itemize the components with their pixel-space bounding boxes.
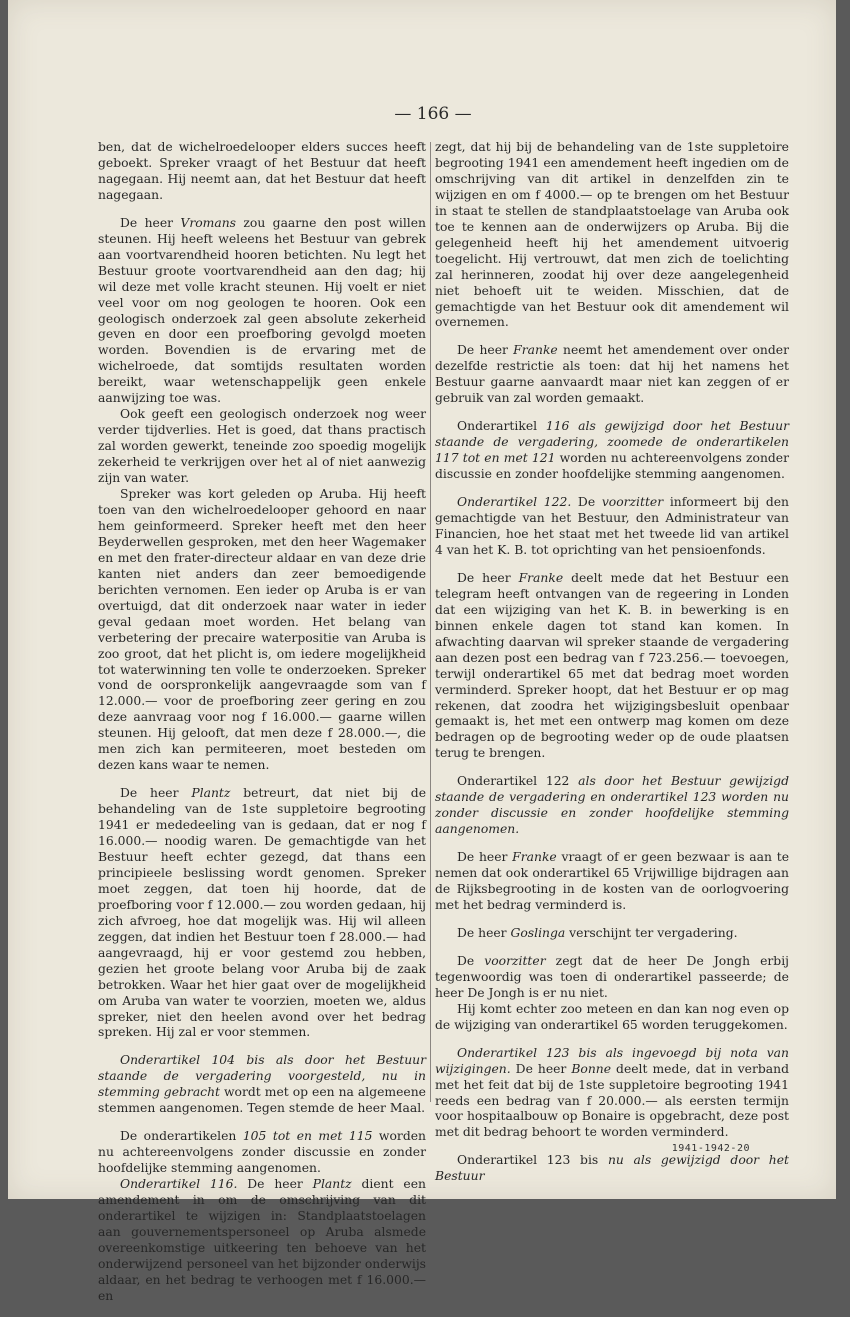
paragraph: Onderartikel 104 bis als door het Bestuur staande de vergadering voorgesteld, nu in stemming gebracht wordt met op een na algemeene stemmen aangenomen. Tegen stemde de heer Maal. — [98, 1053, 426, 1116]
left-column — [98, 140, 426, 1317]
paragraph: De heer Plantz betreurt, dat niet bij de behandeling van de 1ste suppletoire begrooting 1941 er mededeeling van is gedaan, dat er nog f 16.000.— noodig waren. De gemachtigde van het Bestuur heeft echter gezegd, dat thans een principieele beslissing wordt genomen. Spreker moet zeggen, dat toen hij hoorde, dat de proefboring voor f 12.000.— zou worden gedaan, hij zich afvroeg, hoe dat mogelijk was. Hij wil alleen zeggen, dat indien het Bestuur toen f 28.000.— had aangevraagd, hij er voor gestemd zou hebben, gezien het groote belang voor Aruba bij de zaak betrokken. Waar het hier gaat over de mogelijkheid om Aruba van water te voorzien, moeten we, aldus spreker, niet den heelen avond over het bedrag spreken. Hij zal er voor stemmen. — [98, 786, 426, 1040]
paragraph: Onderartikel 122 als door het Bestuur gewijzigd staande de vergadering en onderartikel 123 worden nu zonder discussie en zonder hoofdelijke stemming aangenomen. — [435, 774, 789, 837]
column-divider — [430, 142, 431, 1102]
paragraph: De heer Franke neemt het amendement over onder dezelfde restrictie als toen: dat hij het namens het Bestuur gaarne aanvaardt maar niet kan zeggen of er gebruik van zal worden gemaakt. — [435, 343, 789, 406]
speaker-name: Franke — [512, 850, 557, 865]
speaker-name: Goslinga — [510, 925, 566, 940]
paragraph: Onderartikel 122. De voorzitter informeert bij den gemachtigde van het Bestuur, den Administrateur van Financien, hoe het staat met het tweede lid van artikel 4 van het K. B. tot oprichting van het pensioenfonds. — [435, 495, 789, 557]
speaker-name: Plantz — [191, 786, 231, 801]
paragraph: De heer Vromans zou gaarne den post willen steunen. Hij heeft weleens het Bestuur van gebrek aan voortvarendheid hooren betichten. Nu legt het Bestuur groote voortvarendheid aan den dag; hij wil deze met volle kracht steunen. Hij voelt er niet veel voor om nog geologen te hooren. Ook een geologisch onderzoek zal geen absolute zekerheid geven en door een proefboring gevolgd moeten worden. Bovendien is de ervaring met de wichelroede, dat somtijds resultaten worden bereikt, waar wetenschappelijk geen enkele aanwijzing toe was. — [98, 215, 427, 406]
paragraph: Ook geeft een geologisch onderzoek nog weer verder tijdverlies. Het is goed, dat thans practisch zal worden gewerkt, teneinde zoo spoedig mogelijk zekerheid te verkrijgen over het al of niet aanwezig zijn van water. — [98, 407, 426, 486]
paragraph: Onderartikel 123 bis nu als gewijzigd door het Bestuur — [435, 1153, 790, 1184]
paragraph: zegt, dat hij bij de behandeling van de 1ste suppletoire begrooting 1941 een amendement heeft ingedien om de omschrijving van dit artikel in denzelfden zin te wijzigen en om f 4000.— op te brengen om het Bestuur in staat te stellen de standplaatstoelage van Aruba ook toe te kennen aan de onderwijzers op Aruba. Bij die gelegenheid heeft hij het amendement uitvoerig toegelicht. Hij vertrouwt, dat men zich de toelichting zal herinneren, zoodat hij over deze aangelegenheid niet behoeft uit te weiden. Misschien, dat de gemachtigde van het Bestuur ook dit amendement wil overnemen. — [435, 140, 789, 330]
speaker-name: Bonne — [571, 1061, 612, 1076]
paragraph: De heer Franke deelt mede dat het Bestuur een telegram heeft ontvangen van de regeering in Londen dat een wijziging van het K. B. in bewerking is en binnen enkele dagen tot stand kan komen. In afwachting daarvan wil spreker staande de vergadering aan dezen post een bedrag van f 723.256.— toevoegen, terwijl onderartikel 65 met dat bedrag moet worden verminderd. Spreker hoopt, dat het Bestuur er op mag rekenen, dat zoodra het wijzigingsbesluit openbaar gemaakt is, het met een ontwerp mag komen om deze bedragen op de begrooting weder op de oude plaatsen terug te brengen. — [435, 570, 789, 761]
paragraph: De onderartikelen 105 tot en met 115 worden nu achtereenvolgens zonder discussie en zonder hoofdelijke stemming aangenomen. — [98, 1129, 426, 1176]
speaker-name: Franke — [513, 343, 558, 358]
speaker-name: Vromans — [180, 215, 237, 230]
speaker-name: Franke — [518, 570, 564, 585]
paragraph: De voorzitter zegt dat de heer De Jongh erbij tegenwoordig was toen di onderartikel passeerde; de heer De Jongh is er nu niet. — [435, 953, 789, 1000]
paragraph: De heer Franke vraagt of er geen bezwaar is aan te nemen dat ook onderartikel 65 Vrijwillige bijdragen aan de Rijksbegrooting in de kosten van de oorlogvoering met het bedrag verminderd is. — [435, 850, 789, 912]
speaker-name: Plantz — [312, 1177, 352, 1192]
archive-stamp: 1941-1942-20 — [671, 1143, 750, 1154]
document-page — [8, 0, 836, 1303]
paragraph: De heer Goslinga verschijnt ter vergadering. — [457, 925, 738, 940]
paragraph: ben, dat de wichelroedelooper elders succes heeft geboekt. Spreker vraagt of het Bestuur dat heeft nagegaan. Hij neemt aan, dat het Bestuur dat heeft nagegaan. — [98, 140, 426, 202]
page-number: — 166 — — [394, 104, 472, 124]
paragraph: Onderartikel 123 bis als ingevoegd bij nota van wijzigingen. De heer Bonne deelt mede, dat in verband met het feit dat bij de 1ste suppletoire begrooting 1941 reeds een bedrag van f 20.000.— als eersten termijn voor hospitaalbouw op Bonaire is opgebracht, deze post met dit bedrag behoort te worden verminderd. — [435, 1045, 789, 1140]
paragraph: Onderartikel 116. De heer Plantz dient een amendement in om de omschrijving van dit onderartikel te wijzigen in: Standplaatstoelagen aan gouvernementspersoneel op Aruba alsmede overeenkomstige uitkeering ten behoeve van het onderwijzend personeel van het bijzonder onderwijs aldaar, en het bedrag te verhoogen met f 16.000.— en — [98, 1177, 426, 1303]
paragraph: Hij komt echter zoo meteen en dan kan nog even op de wijziging van onderartikel 65 worden teruggekomen. — [435, 1001, 789, 1032]
paragraph: Spreker was kort geleden op Aruba. Hij heeft toen van den wichelroedelooper gehoord en naar hem geinformeerd. Spreker heeft met den heer Beyderwellen gesproken, met den heer Wagemaker en met den frater-directeur aldaar en van deze drie kanten niet anders dan zeer bemoedigende berichten vernomen. Een ieder op Aruba is er van overtuigd, dat dit onderzoek naar water in ieder geval gedaan moet worden. Het belang van verbetering der precaire waterpositie van Aruba is zoo groot, dat het plicht is, om iedere mogelijkheid tot waterwinning ten volle te onderzoeken. Spreker vond de oorspronkelijk aangevraagde som van f 12.000.— voor de proefboring zeer gering en zou deze aanvraag voor nog f 16.000.— gaarne willen steunen. Hij gelooft, dat men deze f 28.000.—, die men zich kan permiteeren, moet besteden om dezen kans waar te nemen. — [98, 487, 426, 773]
right-column — [435, 140, 789, 1197]
paragraph: Onderartikel 116 als gewijzigd door het Bestuur staande de vergadering, zoomede de onderartikelen 117 tot en met 121 worden nu achtereenvolgens zonder discussie en zonder hoofdelijke stemming aangenomen. — [435, 419, 789, 482]
